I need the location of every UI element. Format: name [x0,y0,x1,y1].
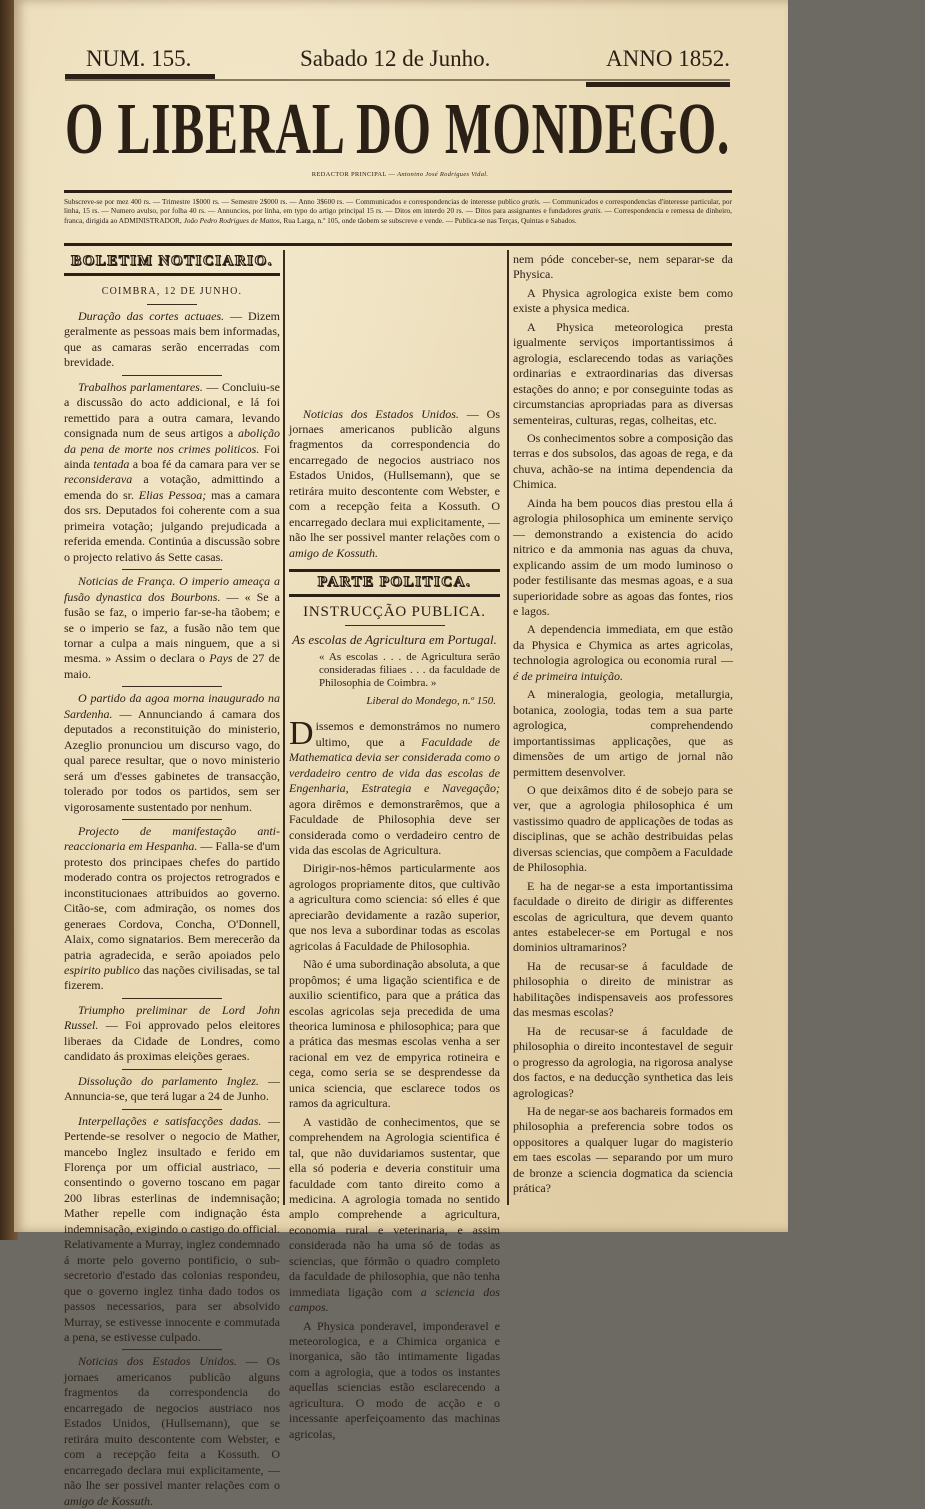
rule [122,569,222,570]
text-run: O que deixâmos dito é de sobejo para se ver, que a agrologia philosophica é um vastissimo quadro de applicações de todas as disciplinas, que se achão destribuidas pelas diversas sciencias, que compõem a Faculdade de Philosophia. [513,782,733,875]
text-run: de 27 de maio. [64,651,281,681]
article-paragraph [513,252,733,283]
italic-text-run: Noticias dos Estados Unidos. [78,1354,237,1369]
news-item-continuation [289,407,500,562]
column-divider [507,250,509,1205]
article-paragraph [289,861,500,954]
text-run: A vastidão de conhecimentos, que se comprehendem na Agrologia scientifica é tal, que não duvidariamos sustentar, que ella só poderia e deveria constituir uma faculdade com tanto direito como a medicina. A agrologia tomada no sentido amplo comprehende a agricultura, economia rural e veterinaria, e assim considerada não ha uma só de todas as sciencias, que fórmão o quadro completo da faculdade de philosophia, que não tenha immediata ligação com [289,1114,500,1299]
news-item [64,380,280,565]
text-run: Ha de negar-se aos bachareis formados em philosophia a preferencia sobre todos os oppositores a qualquer lugar do magisterio em taes escolas — separando por um muro de bronze a sciencia dogmatica da sciencia prática? [513,1104,733,1196]
text-run: — Annuncia-se, que terá lugar a 24 de Junho. [64,1073,281,1104]
text-run: a votação, admittindo a emenda do sr. [64,472,280,502]
italic-text-run: Noticias de França. O imperio ameaça a fusão dynastica dos Bourbons. [64,574,280,604]
text-run: Os conhecimentos sobre a composição das terras e dos subsolos, das agoas de rega, e da chuva, achão-se na intima dependencia da Chimica. [513,430,733,492]
news-item [64,309,280,371]
masthead [65,87,731,172]
news-item [64,1354,280,1509]
text-run: A Physica meteorologica presta igualmente serviços importantissimos á agrologia, esclarecendo todas as variações ordinarias e extraordinarias das diversas estações do anno; e por conseguinte todas as circumstancias apropriadas para as diversas sementeiras, culturas, regas, colheitas, etc. [513,319,733,427]
text-run: — Falla-se d'um protesto dos principaes chefes do partido moderado contra os projectos retrogrados e inconstitucionaes attribuidos ao governo. Citão-se, com admiração, os nomes dos generaes Cordova, Concha, O'Donnell, Alaix, como signatarios. Bem merecerão da patria agradecida, e serão apoiados pelo [64,839,280,962]
issue-date: Sabado 12 de Junho. [300,46,491,71]
article-body-continued [513,252,733,1197]
rule [64,243,732,246]
issue-line [70,46,730,76]
rule [64,190,732,193]
article-paragraph [513,959,733,1021]
issue-number: NUM. 155. [86,46,192,71]
article-body [289,715,500,1442]
column-1 [64,252,281,1508]
text-run: issemos e demonstrámos no numero ultimo, que a [315,719,500,749]
editor-label: REDACTOR PRINCIPAL — [311,171,396,178]
text-run: Não é uma subordinação absoluta, a que propômos; é uma ligação scientifica e de auxilio scientifico, para que a prática das escolas agricolas seja precedida de uma theorica luminosa e philosophica; para que a prática das mesmas escolas venha a ser racional em vez de empyrica rotineira e cega, como seria se se desprendesse da unica sciencia, que esclarece todos os ramos da agricultura. [289,957,500,1111]
text-run: a boa fé da camara para ver se [129,456,280,471]
rule [64,273,280,276]
italic-text-run: gratis. [521,197,541,206]
text-run: — Dizem geralmente as pessoas mais bem informadas, que as camaras serão encerradas com brevidade. [64,308,280,370]
subscription-terms [64,197,732,225]
text-run: Foi ainda [64,441,280,471]
section-title-parte-politica: PARTE POLITICA. [317,574,472,590]
subhead: INSTRUCÇÃO PUBLICA. [303,604,486,621]
article-title: As escolas de Agricultura em Portugal. [292,631,497,647]
text-run: — Communicados e correspondencias d'interesse particular, por linha, 15 rs. — Numero avulso, por folha 40 rs. — Annuncios, por linha, em typo do artigo principal 15 rs. — Ditos em interdo 20 rs. — Ditos para assignantes e fundadores [64,197,732,216]
rule [65,79,730,81]
italic-text-run: a sciencia dos campos. [289,1284,500,1315]
text-run: — Foi approvado pelos eleitores liberaes da Cidade de Londres, como candidato ás proximas eleições geraes. [64,1018,280,1064]
italic-text-run: Elias Pessoa; [138,487,207,502]
dateline: COIMBRA, 12 DE JUNHO. [101,286,243,298]
column-2 [289,252,500,1445]
italic-text-run: Triumpho preliminar de Lord John Russel. [64,1002,280,1033]
article-paragraph [513,1024,733,1101]
text-run: , Rua Larga, n.º 105, onde tãobem se subscreve e vende. — Publica-se nas Terças, Quintas e Sabados. [279,215,577,225]
text-run: A Physica agrologica existe bem como existe a physica medica. [513,285,733,316]
text-run: — Correspondencia e remessa de dinheiro, franca, dirigida ao ADMINISTRADOR, [64,206,732,225]
rule [122,819,222,820]
editor-line [0,171,800,178]
text-run: Dirigir-nos-hêmos particularmente aos agrologos propriamente ditos, que cultivão a agricultura como sciencia: só elles é que apreciarão devidamente a razão superior, que nos leva a subordinar todas as escolas agricolas á Faculdade de Philosophia. [289,861,500,953]
text-run: mas a camara dos srs. Deputados foi coherente com a sua primeira votação; julgando prejudicada a referida emenda. Continúa a discussão sobre o projecto relativo ás Sette casas. [64,487,280,564]
italic-text-run: Interpellações e satisfacções dadas. [78,1113,262,1128]
news-item [64,1003,280,1065]
newspaper-title: O LIBERAL DO MONDEGO. [65,87,731,170]
text-run: nem póde conceber-se, nem separar-se da Physica. [513,252,733,282]
italic-text-run: Duração das cortes actuaes. [78,308,225,323]
news-item [64,824,280,994]
italic-text-run: Noticias dos Estados Unidos. [303,406,459,421]
news-item [64,1114,280,1346]
text-run: — « Se a fusão se faz, o imperio far-se-ha tãobem; e se o imperio se faz, a fusão não tem que tornar a culpa a mais ninguem, que a si mesma. » Assim o declara o [64,589,280,666]
italic-text-run: amigo de Kossuth. [64,1493,154,1508]
rule [289,594,500,597]
news-item [64,1074,280,1105]
rule [122,375,222,376]
article-paragraph [289,715,500,858]
rule [345,625,445,626]
text-run: — Concluiu-se a discussão do acto addicional, e lá foi remettido para a outra camara, levando consignada num de seus artigos a [64,379,280,441]
news-item-continuation [289,252,500,561]
rule [122,1069,222,1070]
epigraph-source: Liberal do Mondego, n.º 150. [366,694,496,707]
article-paragraph [513,431,733,493]
article-paragraph [289,1115,500,1316]
rule [122,1349,222,1350]
text-run: — Pertende-se resolver o negocio de Mather, mancebo Inglez insultado e ferido em Florença por um official austriaco, — consentindo o governo toscano em pagar 200 libras esterlinas de indemnisação; Mather repelle com indignação ésta indemnisação, exigindo o castigo do official. Relativamente a Murray, inglez condemnado á morte pelo governo pontificio, o sub-secretorio d'estado das colonias respondeu, que o governo inglez tinha dado todos os passos necessarios, para ser absolvido Murray, se estivesse innocente e commutada a pena, se estivesse culpado. [64,1113,280,1344]
text-run: agora dirêmos e demonstrarêmos, que a Faculdade de Philosophia deve ser considerada como o verdadeiro centro de vida das escolas de Agricultura. [289,796,500,857]
text-run: E ha de negar-se a esta importantissima faculdade o direito de dirigir as differentes escolas de agricultura, que devem quanto antes estabelecer-se em Portugal e nos dominios ultramarinos? [513,878,733,955]
rule [122,1109,222,1110]
rule [586,82,730,87]
article-paragraph [289,957,500,1112]
text-run: A dependencia immediata, em que estão da Physica e Chymica as artes agricolas, technologia agrologica ou economia rural — [513,622,733,668]
italic-text-run: Pays [209,651,233,666]
italic-text-run: tentada [93,456,130,471]
text-run: A mineralogia, geologia, metallurgia, botanica, zoologia, todas tem a sua parte agrologica, comprehendendo importantissimas applicações, que as dimensões de um artigo de jornal não permittem desenvolver. [513,687,733,779]
article-paragraph [513,320,733,428]
article-paragraph [289,1319,500,1443]
text-run: — Os jornaes americanos publicão alguns fragmentos da correspondencia do encarregado de negocios austriaco nos Estados Unidos, (Hullsemann), que se retirára muito descontente com Webster, e com a recepção feita a Kossuth. O encarregado declara mui explicitamente, — não lhe ser possivel manter relações com o [289,406,500,545]
text-run: das nações civilisadas, se tal fizerem. [64,963,280,993]
text-run: Subscreve-se por mez 400 rs. — Trimestre 1$000 rs. — Semestre 2$000 rs. — Anno 3$600 rs. — Communicados e correspondencias de interesse publico [64,197,522,206]
italic-text-run: João Pedro Rodrigues de Mattos [183,215,280,225]
column-3 [513,252,733,1200]
drop-cap: D [289,715,314,753]
news-items [64,309,280,1509]
rule [122,998,222,999]
italic-text-run: abolição da pena de morte nos crimes politicos. [64,426,280,456]
text-run: — Annunciando á camara dos deputados a reconstituição do ministerio, Azeglio pronunciou um discurso vago, do qual parece resultar, que o novo ministerio será um d'esses gabinetes de transacção, tolerado por todos os partidos, sem ser vigorosamente sustentado por nenhum. [64,706,280,814]
epigraph: « As escolas . . . de Agricultura serão consideradas filiaes . . . da faculdade de Philosophia de Coimbra. » [319,650,500,689]
article-paragraph [513,783,733,876]
rule [122,686,222,687]
italic-text-run: amigo de Kossuth. [289,545,379,560]
article-paragraph [513,286,733,317]
text-run: — Os jornaes americanos publicão alguns fragmentos da correspondencia do encarregado de negocios austriaco nos Estados Unidos, (Hullsemann), que se retirára muito descontente com Webster, e com a recepção feita a Kossuth. O encarregado declara mui explicitamente, — não lhe ser possivel manter relações com o [64,1354,280,1493]
news-item [64,574,280,682]
column-divider [283,250,285,1205]
italic-text-run: Faculdade de Mathematica devia ser considerada como o verdadeiro centro de vida das escolas de Engenharia, Estrategia e Navegação; [289,734,500,796]
rule [289,569,500,572]
text-run: Ha de recusar-se á faculdade de philosophia o direito incontestavel de seguir o progresso da agrologia, na rigorosa analyse dos factos, e na deducção synthetica das leis agrologicas? [513,1023,733,1100]
text-run: Ainda ha bem poucos dias prestou ella á agrologia philosophica um eminente serviço — demonstrando a existencia do acido nitrico e da ammonia nas aguas da chuva, explicando assim de um modo luminoso o poder festilisante das mesmas agoas, e a sua superioridade sobre as agoas das fontes, rios e lagos. [513,495,733,618]
italic-text-run: é de primeira intuição. [513,668,623,683]
italic-text-run: Dissolução do parlamento Inglez. [78,1073,259,1088]
italic-text-run: reconsiderava [64,472,133,487]
news-item [64,691,280,815]
article-paragraph [513,622,733,684]
italic-text-run: Projecto de manifestação anti-reaccionaria em Hespanha. [64,823,280,854]
italic-text-run: gratis. [583,206,603,216]
issue-year: ANNO 1852. [606,46,730,71]
editor-name: Antonino José Rodrigues Vidal. [397,171,489,178]
italic-text-run: O partido da agoa morna inaugurado na Sardenha. [64,691,280,721]
italic-text-run: Trabalhos parlamentares. [78,379,203,394]
article-paragraph [513,1104,733,1197]
section-title-boletim: BOLETIM NOTICIARIO. [71,253,273,269]
text-run: Ha de recusar-se á faculdade de philosophia o direito de ministrar as habilitações indispensaveis aos professores das mesmas escolas? [513,958,733,1020]
article-paragraph [513,496,733,620]
italic-text-run: espirito publico [64,963,140,978]
article-paragraph [513,879,733,956]
rule [147,304,197,305]
text-run: A Physica ponderavel, imponderavel e meteorologica, e a Chimica organica e inorganica, são tão intimamente ligadas com a agrologia, que a todos os instantes aquellas sciencias estão esclarecendo a agricultura. O modo de acção e o incessante aperfeiçoamento das machinas agricolas, [289,1318,500,1441]
article-paragraph [513,687,733,780]
